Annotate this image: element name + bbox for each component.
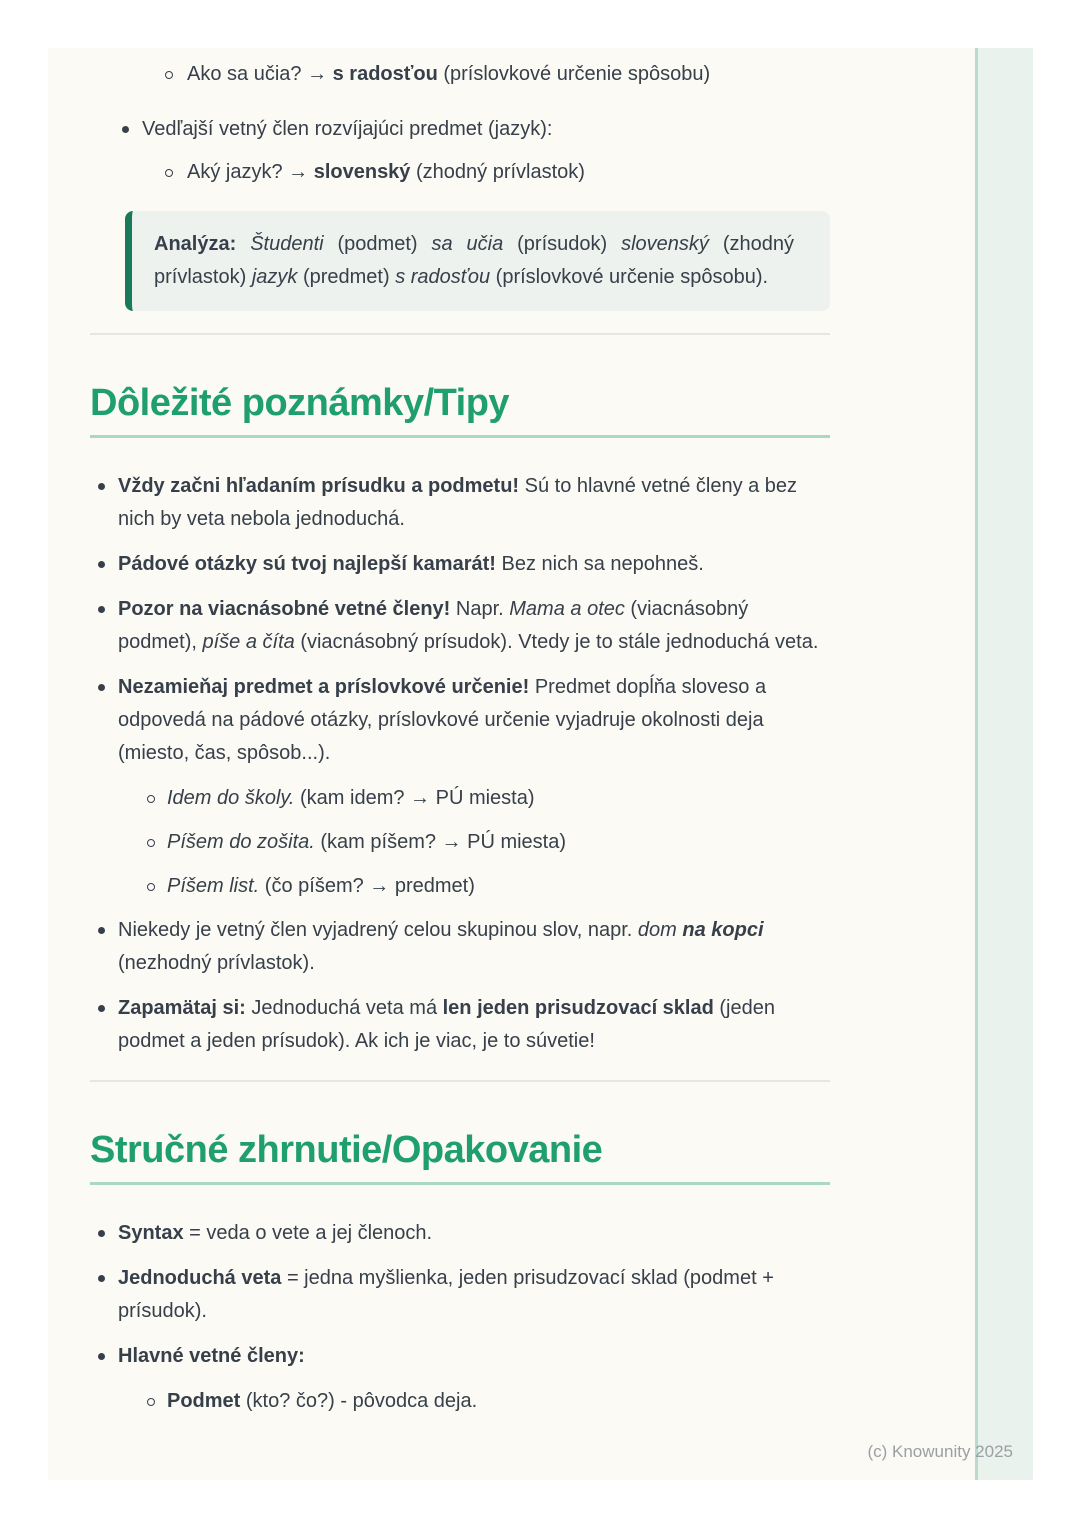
text-segment: len jeden prisudzovací sklad [442, 997, 714, 1019]
text-segment: (nezhodný prívlastok). [118, 952, 315, 974]
text-segment: slovenský [313, 161, 411, 183]
text-segment: jazyk [251, 266, 298, 288]
copyright-footer: (c) Knowunity 2025 [867, 1442, 1013, 1461]
list-item [90, 826, 830, 859]
text-segment: Píšem do zošita. [167, 831, 315, 853]
text-segment: Analýza: [154, 233, 237, 255]
list-item [90, 671, 830, 770]
text-segment: (podmet) [323, 233, 432, 255]
text-segment: Vedľajší vetný člen rozvíjajúci predmet (jazyk): [142, 118, 553, 140]
text-segment: Napr. [450, 598, 510, 620]
list-item [90, 548, 830, 581]
text-segment: (kam idem? → PÚ miesta) [294, 787, 535, 809]
page-content [90, 58, 830, 1429]
text-segment: (viacnásobný prísudok). Vtedy je to stále jednoduchá veta. [294, 631, 819, 653]
text-segment: (príslovkové určenie spôsobu) [437, 63, 711, 85]
list-item [90, 1340, 830, 1373]
list-item [90, 156, 830, 189]
text-segment: Zapamätaj si: [118, 997, 246, 1019]
text-segment: slovenský [621, 233, 709, 255]
list-item [90, 992, 830, 1058]
text-segment: Idem do školy. [167, 787, 295, 809]
text-segment: = veda o vete a jej členoch. [183, 1222, 433, 1244]
text-segment: Hlavné vetné členy: [118, 1345, 305, 1367]
section-list [90, 1217, 830, 1418]
right-margin-strip [975, 48, 1033, 1480]
text-segment: Mama a otec [509, 598, 625, 620]
text-segment: Bez nich sa nepohneš. [495, 553, 704, 575]
text-segment: s radosťou [332, 63, 438, 85]
list-item [90, 470, 830, 536]
text-segment: Jednoduchá veta [118, 1267, 282, 1289]
text-segment: Študenti [250, 233, 324, 255]
text-segment: (predmet) [297, 266, 396, 288]
text-segment: sa učia [431, 233, 504, 255]
list-item [90, 1262, 830, 1328]
text-segment: (kto? čo?) - pôvodca deja. [240, 1390, 478, 1412]
sections-container [90, 333, 830, 1418]
list-item [90, 870, 830, 903]
text-segment: Nezamieňaj predmet a príslovkové určenie! [118, 676, 530, 698]
section-heading: Stručné zhrnutie/Opakovanie [90, 1128, 830, 1185]
text-segment: Aký jazyk? → [187, 161, 314, 183]
list-item [90, 782, 830, 815]
text-segment: (zhodný prívlastok) [154, 233, 794, 288]
section-heading: Dôležité poznámky/Tipy [90, 381, 830, 438]
text-segment: dom [637, 919, 677, 941]
text-segment: Ako sa učia? → [187, 63, 333, 85]
text-segment: píše a číta [202, 631, 295, 653]
list-item [90, 1385, 830, 1418]
text-segment [236, 233, 250, 255]
text-segment: Sú to hlavné vetné členy a bez nich by veta nebola jednoduchá. [118, 475, 798, 530]
text-segment: (čo píšem? → predmet) [259, 875, 475, 897]
text-segment: (prísudok) [503, 233, 622, 255]
text-segment: (kam píšem? → PÚ miesta) [314, 831, 567, 853]
text-segment: (zhodný prívlastok) [410, 161, 585, 183]
analysis-callout [125, 211, 830, 311]
text-segment: na kopci [682, 919, 764, 941]
text-segment: Jednoduchá veta má [245, 997, 443, 1019]
text-segment: (jeden podmet a jeden prísudok). Ak ich je viac, je to súvetie! [118, 997, 775, 1052]
list-item [90, 1217, 830, 1250]
list-item [90, 914, 830, 980]
text-segment: (príslovkové určenie spôsobu). [490, 266, 769, 288]
intro-list [90, 58, 830, 189]
section-list [90, 470, 830, 1058]
section-divider [90, 1080, 830, 1082]
text-segment: Niekedy je vetný člen vyjadrený celou skupinou slov, napr. [118, 919, 638, 941]
list-item [90, 58, 830, 91]
text-segment: Syntax [118, 1222, 184, 1244]
text-segment: s radosťou [395, 266, 491, 288]
text-segment: = jedna myšlienka, jeden prisudzovací sklad (podmet + prísudok). [118, 1267, 774, 1322]
text-segment: Predmet dopĺňa sloveso a odpovedá na pádové otázky, príslovkové určenie vyjadruje okolnosti deja (miesto, čas, spôsob...). [118, 676, 767, 764]
text-segment: (viacnásobný podmet), [118, 598, 749, 653]
text-segment: Píšem list. [167, 875, 260, 897]
text-segment: Vždy začni hľadaním prísudku a podmetu! [118, 475, 520, 497]
section-divider [90, 333, 830, 335]
text-segment: Podmet [167, 1390, 241, 1412]
analysis-text [154, 228, 794, 294]
list-item [90, 113, 830, 146]
document-page [48, 48, 1033, 1480]
text-segment: Pozor na viacnásobné vetné členy! [118, 598, 451, 620]
text-segment: Pádové otázky sú tvoj najlepší kamarát! [118, 553, 496, 575]
list-item [90, 593, 830, 659]
